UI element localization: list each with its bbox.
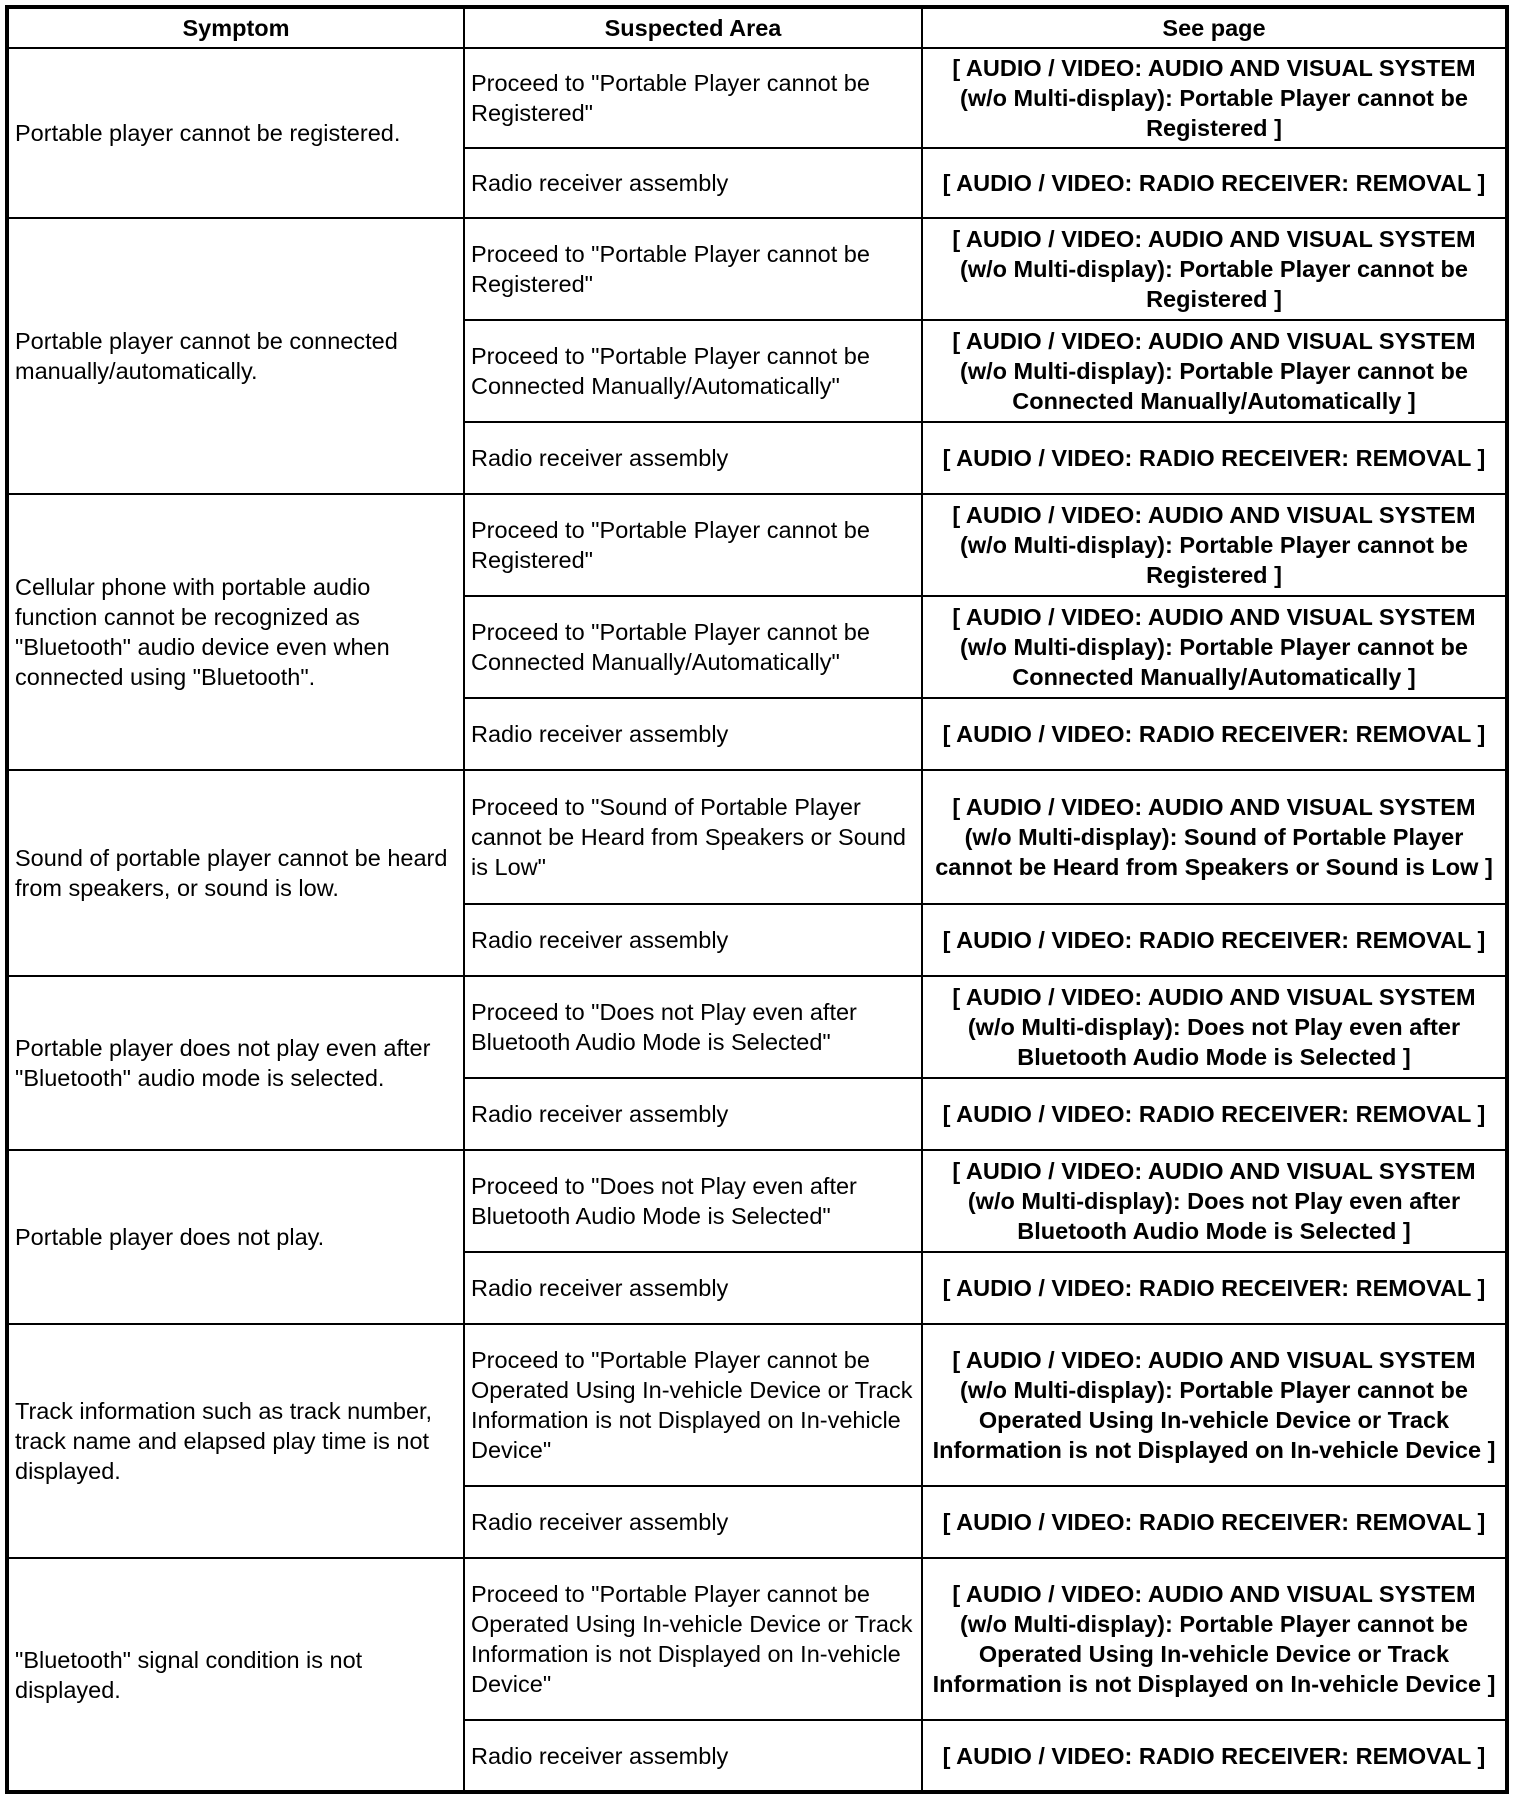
suspected-area-cell: Proceed to "Portable Player cannot be Connected Manually/Automatically": [464, 320, 922, 422]
see-page-link[interactable]: [ AUDIO / VIDEO: AUDIO AND VISUAL SYSTEM (w/o Multi-display): Does not Play even after Bluetooth Audio Mode is Selected ]: [922, 1150, 1507, 1252]
suspected-area-cell: Radio receiver assembly: [464, 422, 922, 494]
see-page-link[interactable]: [ AUDIO / VIDEO: RADIO RECEIVER: REMOVAL ]: [922, 1720, 1507, 1792]
suspected-area-cell: Proceed to "Portable Player cannot be Registered": [464, 494, 922, 596]
suspected-area-cell: Proceed to "Sound of Portable Player cannot be Heard from Speakers or Sound is Low": [464, 770, 922, 904]
symptom-cell: Portable player cannot be registered.: [7, 48, 464, 218]
problem-symptoms-table: [5, 5, 1509, 1794]
header-symptom: Symptom: [7, 7, 464, 48]
suspected-area-cell: Proceed to "Portable Player cannot be Registered": [464, 218, 922, 320]
troubleshooting-sheet: [5, 5, 1505, 1794]
table-row: [7, 1558, 1507, 1720]
table-body: [7, 48, 1507, 1792]
see-page-link[interactable]: [ AUDIO / VIDEO: AUDIO AND VISUAL SYSTEM (w/o Multi-display): Portable Player cannot be Operated Using In-vehicle Device or Track Information is not Displayed on In-vehicle Device ]: [922, 1324, 1507, 1486]
see-page-link[interactable]: [ AUDIO / VIDEO: AUDIO AND VISUAL SYSTEM (w/o Multi-display): Portable Player cannot be Registered ]: [922, 494, 1507, 596]
see-page-link[interactable]: [ AUDIO / VIDEO: RADIO RECEIVER: REMOVAL ]: [922, 1252, 1507, 1324]
see-page-link[interactable]: [ AUDIO / VIDEO: RADIO RECEIVER: REMOVAL ]: [922, 1486, 1507, 1558]
symptom-cell: "Bluetooth" signal condition is not displayed.: [7, 1558, 464, 1792]
table-row: [7, 218, 1507, 320]
suspected-area-cell: Radio receiver assembly: [464, 1486, 922, 1558]
table-row: [7, 1150, 1507, 1252]
suspected-area-cell: Proceed to "Portable Player cannot be Registered": [464, 48, 922, 148]
see-page-link[interactable]: [ AUDIO / VIDEO: AUDIO AND VISUAL SYSTEM (w/o Multi-display): Portable Player cannot be Registered ]: [922, 48, 1507, 148]
table-row: [7, 1324, 1507, 1486]
see-page-link[interactable]: [ AUDIO / VIDEO: AUDIO AND VISUAL SYSTEM (w/o Multi-display): Portable Player cannot be Connected Manually/Automatically ]: [922, 596, 1507, 698]
suspected-area-cell: Radio receiver assembly: [464, 1078, 922, 1150]
see-page-link[interactable]: [ AUDIO / VIDEO: RADIO RECEIVER: REMOVAL ]: [922, 422, 1507, 494]
suspected-area-cell: Radio receiver assembly: [464, 148, 922, 218]
header-row: [7, 7, 1507, 48]
table-row: [7, 494, 1507, 596]
suspected-area-cell: Radio receiver assembly: [464, 904, 922, 976]
table-row: [7, 770, 1507, 904]
suspected-area-cell: Radio receiver assembly: [464, 1720, 922, 1792]
table-row: [7, 48, 1507, 148]
symptom-cell: Portable player does not play.: [7, 1150, 464, 1324]
header-suspected-area: Suspected Area: [464, 7, 922, 48]
see-page-link[interactable]: [ AUDIO / VIDEO: AUDIO AND VISUAL SYSTEM (w/o Multi-display): Does not Play even after Bluetooth Audio Mode is Selected ]: [922, 976, 1507, 1078]
suspected-area-cell: Radio receiver assembly: [464, 698, 922, 770]
suspected-area-cell: Proceed to "Does not Play even after Bluetooth Audio Mode is Selected": [464, 976, 922, 1078]
header-see-page: See page: [922, 7, 1507, 48]
see-page-link[interactable]: [ AUDIO / VIDEO: AUDIO AND VISUAL SYSTEM (w/o Multi-display): Portable Player cannot be Operated Using In-vehicle Device or Track Information is not Displayed on In-vehicle Device ]: [922, 1558, 1507, 1720]
symptom-cell: Track information such as track number, track name and elapsed play time is not displayed.: [7, 1324, 464, 1558]
see-page-link[interactable]: [ AUDIO / VIDEO: RADIO RECEIVER: REMOVAL ]: [922, 698, 1507, 770]
suspected-area-cell: Proceed to "Portable Player cannot be Operated Using In-vehicle Device or Track Information is not Displayed on In-vehicle Device": [464, 1558, 922, 1720]
see-page-link[interactable]: [ AUDIO / VIDEO: RADIO RECEIVER: REMOVAL ]: [922, 1078, 1507, 1150]
suspected-area-cell: Proceed to "Portable Player cannot be Operated Using In-vehicle Device or Track Information is not Displayed on In-vehicle Device": [464, 1324, 922, 1486]
see-page-link[interactable]: [ AUDIO / VIDEO: AUDIO AND VISUAL SYSTEM (w/o Multi-display): Portable Player cannot be Connected Manually/Automatically ]: [922, 320, 1507, 422]
see-page-link[interactable]: [ AUDIO / VIDEO: AUDIO AND VISUAL SYSTEM (w/o Multi-display): Sound of Portable Player cannot be Heard from Speakers or Sound is Low ]: [922, 770, 1507, 904]
table-row: [7, 976, 1507, 1078]
see-page-link[interactable]: [ AUDIO / VIDEO: RADIO RECEIVER: REMOVAL ]: [922, 904, 1507, 976]
table-header: [7, 7, 1507, 48]
suspected-area-cell: Radio receiver assembly: [464, 1252, 922, 1324]
suspected-area-cell: Proceed to "Does not Play even after Bluetooth Audio Mode is Selected": [464, 1150, 922, 1252]
symptom-cell: Portable player cannot be connected manually/automatically.: [7, 218, 464, 494]
see-page-link[interactable]: [ AUDIO / VIDEO: RADIO RECEIVER: REMOVAL ]: [922, 148, 1507, 218]
symptom-cell: Portable player does not play even after "Bluetooth" audio mode is selected.: [7, 976, 464, 1150]
see-page-link[interactable]: [ AUDIO / VIDEO: AUDIO AND VISUAL SYSTEM (w/o Multi-display): Portable Player cannot be Registered ]: [922, 218, 1507, 320]
suspected-area-cell: Proceed to "Portable Player cannot be Connected Manually/Automatically": [464, 596, 922, 698]
symptom-cell: Sound of portable player cannot be heard from speakers, or sound is low.: [7, 770, 464, 976]
symptom-cell: Cellular phone with portable audio function cannot be recognized as "Bluetooth" audio device even when connected using "Bluetooth".: [7, 494, 464, 770]
